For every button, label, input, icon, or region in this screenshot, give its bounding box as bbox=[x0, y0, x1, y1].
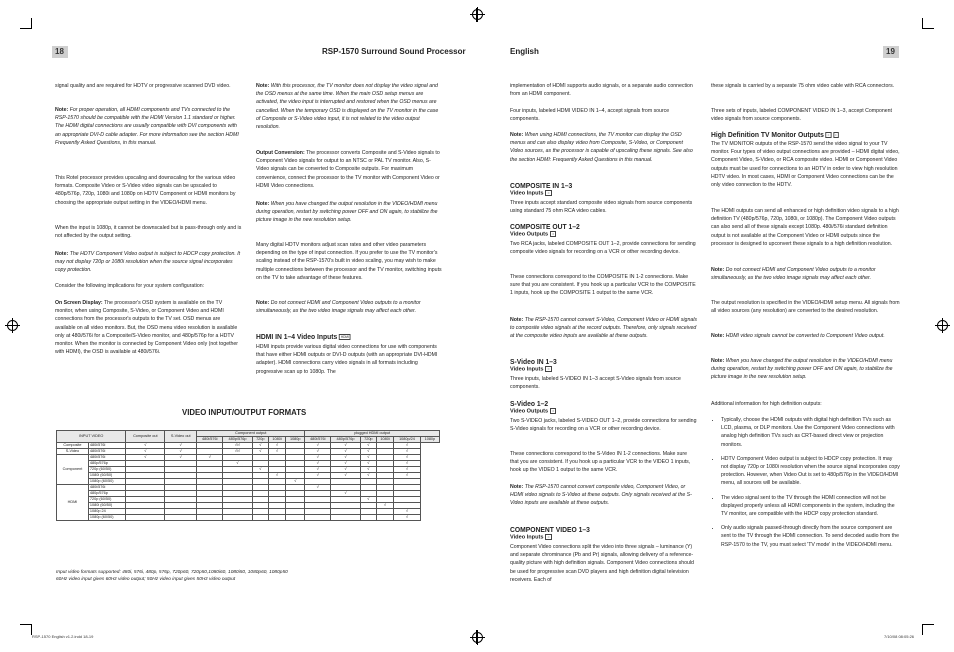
hdmi-inputs-heading: HDMI IN 1–4 Video Inputs HDMI bbox=[256, 332, 349, 341]
table-header-component: Component output bbox=[197, 431, 305, 437]
table-cell: √ bbox=[165, 455, 197, 461]
component-icon: ○ bbox=[547, 535, 550, 539]
hdmi-icon: HDMI bbox=[340, 334, 349, 339]
svideo-icon: ○ bbox=[547, 367, 550, 371]
col1-paragraph: When the input is 1080p, it cannot be downscaled but is pass-through only and is not affected by the output setting. bbox=[55, 225, 242, 240]
col3-paragraph: Component Video connections split the video into three signals – luminance (Y) and separate chrominance (Pb and Pr) signals, allowing delivery of a reference-quality picture with high definition signals. Component Video connections should be used for progressive scan DVD players and high definition digital television receivers. Each of bbox=[510, 544, 694, 583]
table-cell: √ bbox=[252, 449, 268, 455]
list-item: • The video signal sent to the TV through the HDMI connection will not be displayed properly unless all HDMI components in the system, including the TV monitor, are compatible with the HDCP copy protection standard. bbox=[721, 494, 901, 519]
col3-paragraph: Two RCA jacks, labeled COMPOSITE OUT 1–2, provide connections for sending composite video signals for recording on a VCR or other recording device. bbox=[510, 241, 696, 256]
col3-paragraph: implementation of HDMI supports audio signals, or a separate audio connection from an HDMI component. bbox=[510, 83, 693, 98]
table-cell bbox=[305, 515, 331, 521]
table-cell: √ bbox=[331, 443, 361, 449]
composite-icon: ○ bbox=[552, 232, 555, 236]
table-cell: √/√ bbox=[223, 443, 253, 449]
table-cell: √ bbox=[376, 503, 393, 509]
table-row-format: 480p/576p bbox=[88, 461, 126, 467]
table-cell: √ bbox=[360, 497, 376, 503]
crop-mark bbox=[922, 624, 934, 625]
table-cell: √ bbox=[331, 467, 361, 473]
table-cell: √ bbox=[331, 449, 361, 455]
composite-icon: ○ bbox=[547, 191, 550, 195]
col1-paragraph: signal quality and are required for HDTV or progressive scanned DVD video. bbox=[55, 83, 231, 89]
col1-paragraph: This Rotel processor provides upscaling and downscaling for the various video formats. Composite Video or S-Video video signals can be upscaled to 480p/576p, 720p, 1080i and 1080p on HDTV Component or HDMI monitors by choosing the appropriate output setting in the VIDEO/HDMI menu. bbox=[55, 175, 236, 206]
table-cell: √ bbox=[331, 461, 361, 467]
table-cell: √ bbox=[197, 455, 223, 461]
table-subheader: 1080i bbox=[268, 437, 285, 443]
col1-paragraph: Consider the following implications for your system configuration: bbox=[55, 283, 205, 289]
table-row-format: 480i/576i bbox=[88, 485, 126, 491]
table-cell: √ bbox=[165, 449, 197, 455]
table-cell bbox=[165, 515, 197, 521]
table-cell: √ bbox=[126, 449, 165, 455]
table-subheader: 720p bbox=[360, 437, 376, 443]
registration-mark-icon bbox=[472, 9, 483, 20]
table-row-format: 720p (60/50) bbox=[88, 497, 126, 503]
col3-note: Note: When using HDMI connections, the TV monitor can display the OSD menus and can also display video from Composite, S-Video, or Component Video sources, as the processor is capable of upscaling these signals. See also the section HDMI: Frequently Asked Questions in this manual. bbox=[510, 132, 693, 163]
video-format-table bbox=[56, 430, 440, 521]
col3-paragraph: Three inputs accept standard composite video signals from source components using standard 75 ohm RCA video cables. bbox=[510, 200, 693, 215]
table-cell: √ bbox=[252, 443, 268, 449]
component-in-heading: COMPONENT VIDEO 1–3 bbox=[510, 525, 590, 534]
col3-paragraph: Four inputs, labeled HDMI VIDEO IN 1–4, accept signals from source components. bbox=[510, 108, 670, 123]
table-cell: √ bbox=[305, 443, 331, 449]
table-subheader: 720p bbox=[252, 437, 268, 443]
table-row-format: 480i/576i bbox=[88, 455, 126, 461]
table-cell: √ bbox=[360, 449, 376, 455]
table-subheader: 480p/576p bbox=[331, 437, 361, 443]
composite-in-heading: COMPOSITE IN 1–3 bbox=[510, 181, 573, 190]
hd-monitor-outputs-heading: High Definition TV Monitor Outputs ○ ○ bbox=[711, 130, 837, 139]
table-cell: √ bbox=[360, 473, 376, 479]
table-row-format: 1080i (60/50) bbox=[88, 473, 126, 479]
table-row-format: 1080i (60/50) bbox=[88, 503, 126, 509]
col4-note: Note: HDMI video signals cannot be converted to Component Video output. bbox=[711, 333, 885, 339]
table-cell: √ bbox=[286, 479, 305, 485]
list-item: • Only audio signals passed-through directly from the source component are sent to the TV through the HDMI connection. To send decoded audio from the RSP-1570 to the TV, you must select 'TV mode' in the VIDEO/HDMI menu. bbox=[721, 524, 901, 549]
table-cell: √ bbox=[268, 473, 285, 479]
footer-left: RSP-1570 English v1.2.indd 18-19 bbox=[32, 634, 94, 639]
list-item: • HDTV Component Video output is subject to HDCP copy protection. It may not display 720p or 1080i resolution when the source signal incorporates copy protection. However, when Video Out is set to 480p/576p in the VIDEO/HDMI menu, all sources will be available. bbox=[721, 455, 901, 488]
table-cell bbox=[286, 515, 305, 521]
table-group-label: S-Video bbox=[57, 449, 89, 455]
table-subheader: 1080p bbox=[286, 437, 305, 443]
col1-note: Note: For proper operation, all HDMI components and TVs connected to the RSP-1570 should be compatible with the HDMI Version 1.1 standard or higher. The HDMI digital connections are usually compatible with DVI components with an appropriate DVI-D cable adapter. For more information see the section HDMI Frequently Asked Questions, in this manual. bbox=[55, 107, 239, 146]
component-in-subheading: Video Inputs ○ bbox=[510, 534, 550, 541]
table-cell: √ bbox=[394, 461, 421, 467]
col4-paragraph: The TV MONITOR outputs of the RSP-1570 send the video signal to your TV monitor. Four types of video output connections are provided – HDMI digital video, Component Video, S-Video, or RCA composite video. HDMI or Component Video outputs must be used for connections to an HDTV in order to view high resolution HDTV video. In most cases, HDMI or Component Video connections can be the only video connection to the HDTV. bbox=[711, 141, 900, 189]
table-row-format: 720p (60/50) bbox=[88, 467, 126, 473]
table-header-hdmi: plugged HDMI output bbox=[305, 431, 440, 437]
table-row-format: 1080p 24 bbox=[88, 509, 126, 515]
table-cell: √ bbox=[305, 485, 331, 491]
table-cell bbox=[197, 515, 223, 521]
col3-note: Note: The RSP-1570 cannot convert composite video, Component Video, or HDMI video signals to S-Video at these outputs. Only signals received at the S-Video inputs are available at these outputs. bbox=[510, 484, 692, 507]
col3-paragraph: These connections correspond to the COMPOSITE IN 1-2 connections. Make sure that you are consistent. If you hook up a particular VCR to the COMPOSITE 1 inputs, hook up the COMPOSITE 1 output to the same VCR. bbox=[510, 274, 696, 297]
col1-osd-paragraph: On Screen Display: The processor's OSD system is available on the TV monitor, when using Composite, S-Video, or Component Video and HDMI connections from the processor's outputs to the TV set. OSD menus are available on all video monitors. But, the OSD menu video resolution is available only at 480i/576i for a Composite/S-Video monitor, and 480p/576p for a HDTV monitor. When the monitor is connected by Component Video only (not together with HDMI), the OSD is available at 480i/576i. bbox=[55, 300, 239, 356]
col2-note: Note: When you have changed the output resolution in the VIDEO/HDMI menu during operation, restart by switching power OFF and ON again, to stabilize the picture image in the new resolution setup. bbox=[256, 201, 438, 224]
table-row-format: 1080p (60/50) bbox=[88, 515, 126, 521]
col3-note: Note: The RSP-1570 cannot convert S-Video, Component Video or HDMI signals to composite video signals at the record outputs. Therefore, only signals received at the composite video inputs are available at these outputs. bbox=[510, 317, 697, 340]
table-cell: √ bbox=[394, 467, 421, 473]
table-subheader: 1080p bbox=[420, 437, 439, 443]
right-page-number: 19 bbox=[886, 47, 895, 56]
crop-mark bbox=[922, 28, 934, 29]
col3-paragraph: Two S-VIDEO jacks, labeled S-VIDEO OUT 1–2, provide connections for sending S-Video signals for recording on a VCR or other recording device. bbox=[510, 418, 697, 433]
table-cell: √/√ bbox=[223, 449, 253, 455]
table-row-format: 480i/576i bbox=[88, 443, 126, 449]
col4-paragraph: Additional information for high definition outputs: bbox=[711, 401, 822, 407]
table-cell: √ bbox=[305, 455, 331, 461]
hd-outputs-list bbox=[711, 416, 901, 555]
table-cell: √ bbox=[126, 455, 165, 461]
table-group-label: Composite bbox=[57, 443, 89, 449]
table-subheader: 1080p/24 bbox=[394, 437, 421, 443]
table-cell: √ bbox=[360, 461, 376, 467]
col4-paragraph: The HDMI outputs can send all enhanced or high definition video signals to a high definition TV (480p/576p, 720p, 1080i, or 1080p). The Component Video outputs can also send all of these signals except 1080p. 480i/576i standard definition output is not available at the Component Video or HDMI outputs since the processor is designed to upconvert these signals to a high definition resolution. bbox=[711, 208, 899, 247]
table-subheader: 480p/576p bbox=[223, 437, 253, 443]
registration-mark-icon bbox=[7, 320, 18, 331]
table-cell: √ bbox=[268, 449, 285, 455]
table-cell: √ bbox=[223, 461, 253, 467]
table-subheader: 1080i bbox=[376, 437, 393, 443]
hdmi-icon: ○ bbox=[827, 132, 830, 137]
table-row bbox=[57, 515, 440, 521]
crop-mark bbox=[922, 18, 923, 28]
col3-paragraph: Three inputs, labeled S-VIDEO IN 1–3 accept S-Video signals from source components. bbox=[510, 376, 681, 391]
table-cell: √ bbox=[394, 473, 421, 479]
table-row-format: 1080p (60/50) bbox=[88, 479, 126, 485]
col4-note: Note: Do not connect HDMI and Component Video outputs to a monitor simultaneously, as the two video image signals may affect each other. bbox=[711, 267, 876, 282]
registration-mark-icon bbox=[472, 632, 483, 643]
svideo-out-heading: S-Video 1–2 bbox=[510, 399, 549, 408]
table-subheader: 480i/576i bbox=[197, 437, 223, 443]
col4-paragraph: Three sets of inputs, labeled COMPONENT VIDEO IN 1–3, accept Component video signals from source components. bbox=[711, 108, 892, 123]
table-cell bbox=[223, 515, 253, 521]
crop-mark bbox=[31, 18, 32, 28]
table-cell: √ bbox=[331, 491, 361, 497]
col3-paragraph: These connections correspond to the S-Video IN 1-2 connections. Make sure that you are consistent. If you hook up a particular VCR to the VIDEO 1 inputs, hook up the VIDEO 1 output to the same VCR. bbox=[510, 451, 691, 474]
left-page-number: 18 bbox=[55, 47, 64, 56]
table-cell: √ bbox=[394, 515, 421, 521]
table-footnote: 60Hz video input gives 60Hz video output; 50Hz video input gives 50Hz video output bbox=[56, 577, 236, 582]
table-group-label: HDMI bbox=[57, 485, 89, 521]
col4-note: Note: When you have changed the output resolution in the VIDEO/HDMI menu during operation, restart by switching power OFF and ON again, to stabilize the picture image in the new resolution setup. bbox=[711, 358, 893, 381]
col2-note: Note: Do not connect HDMI and Component Video outputs to a monitor simultaneously, as the two video image signals may affect each other. bbox=[256, 300, 421, 315]
table-cell: √ bbox=[305, 449, 331, 455]
col1-note: Note: The HDTV Component Video output is subject to HDCP copy protection. It may not display 720p or 1080i resolution when the source signal incorporates copy protection. bbox=[55, 251, 241, 274]
table-footnote: Input video formats supported: 480i, 576i, 480p, 576p, 720p60, 720p50,1080i60, 1080i50, 1080p60, 1080p50 bbox=[56, 570, 288, 575]
list-item: • Typically, choose the HDMI outputs with digital high definition TVs such as LCD, plasma, or DLP monitors. Use the Component Video connections with analog high definition TVs such as CRT-based direct view or projection monitors. bbox=[721, 416, 901, 449]
table-cell: √ bbox=[305, 467, 331, 473]
left-page-title: RSP-1570 Surround Sound Processor bbox=[322, 47, 466, 56]
component-icon: ○ bbox=[834, 132, 837, 137]
table-row-format: 480i/576i bbox=[88, 449, 126, 455]
table-header-svideo: S-Video out bbox=[165, 431, 197, 443]
col2-paragraph: Many digital HDTV monitors adjust scan rates and other video parameters depending on the type of input connection. If you prefer to use the TV monitor's scaling instead of the RSP-1570's built in video scaling, you may wish to make multiple connections between the processor and the TV monitor, switching inputs on the TV to take advantage of these features. bbox=[256, 242, 442, 281]
svideo-out-subheading: Video Outputs ○ bbox=[510, 408, 555, 415]
crop-mark bbox=[20, 28, 32, 29]
registration-mark-icon bbox=[937, 320, 948, 331]
table-cell: √ bbox=[126, 443, 165, 449]
table-cell: √ bbox=[165, 443, 197, 449]
table-cell: √ bbox=[305, 473, 331, 479]
table-title: VIDEO INPUT/OUTPUT FORMATS bbox=[182, 408, 307, 417]
table-cell bbox=[252, 515, 268, 521]
table-cell: √ bbox=[268, 443, 285, 449]
composite-out-heading: COMPOSITE OUT 1–2 bbox=[510, 222, 580, 231]
table-group-label: Component bbox=[57, 455, 89, 485]
col2-paragraph: HDMI inputs provide various digital video connections for use with components that have either HDMI outputs or DVI-D outputs (with an appropriate DVI-HDMI adapter). HDMI connections carry video signals in all formats including progressive scan up to 1080p. The bbox=[256, 344, 438, 375]
svideo-in-subheading: Video Inputs ○ bbox=[510, 366, 550, 373]
col4-paragraph: these signals is carried by a separate 75 ohm video cable with RCA connectors. bbox=[711, 83, 895, 89]
table-cell: √ bbox=[360, 455, 376, 461]
table-cell: √ bbox=[394, 449, 421, 455]
table-cell bbox=[360, 515, 376, 521]
table-cell: √ bbox=[394, 455, 421, 461]
table-cell: √ bbox=[331, 455, 361, 461]
table-cell: √ bbox=[252, 467, 268, 473]
table-cell bbox=[331, 515, 361, 521]
table-header-composite: Composite out bbox=[126, 431, 165, 443]
table-cell: √ bbox=[305, 461, 331, 467]
table-cell bbox=[268, 515, 285, 521]
svideo-in-heading: S-Video IN 1–3 bbox=[510, 357, 557, 366]
col4-paragraph: The output resolution is specified in the VIDEO/HDMI setup menu. All signals from all video sources (any resolution) are converted to the desired resolution. bbox=[711, 300, 900, 315]
table-row-format: 480p/576p bbox=[88, 491, 126, 497]
table-cell: √ bbox=[331, 473, 361, 479]
svideo-icon: ○ bbox=[552, 409, 555, 413]
table-cell bbox=[376, 515, 393, 521]
composite-out-subheading: Video Outputs ○ bbox=[510, 231, 555, 238]
footer-right: 7/10/08 08:05:26 bbox=[884, 634, 915, 639]
composite-in-subheading: Video Inputs ○ bbox=[510, 190, 550, 197]
table-cell: √ bbox=[394, 443, 421, 449]
col2-note: Note: With this processor, the TV monitor does not display the video signal and the OSD menus at the same time. When the main OSD setup menus are activated, the video input is interrupted and restored when the OSD menus are cancelled. When the temporary OSD is displayed on the TV monitor in the case of Composite or S-Video video input, it is not related to the video output resolution. bbox=[256, 83, 439, 131]
table-header-input: INPUT VIDEO bbox=[57, 431, 126, 443]
table-subheader: 480i/576i bbox=[305, 437, 331, 443]
table-cell: √ bbox=[394, 509, 421, 515]
table-cell: √ bbox=[360, 467, 376, 473]
right-page-title: English bbox=[510, 47, 539, 56]
crop-mark bbox=[922, 625, 923, 635]
table-cell bbox=[126, 515, 165, 521]
col2-conversion-paragraph: Output Conversion: The processor converts Composite and S-Video signals to Component Video signals for output to an NTSC or PAL TV monitor. Also, S-Video signals can be converted to Composite outputs. For maximum convenience, connect the processor to the TV monitor with Component Video or HDMI Video connections. bbox=[256, 150, 440, 189]
table-cell: √ bbox=[360, 443, 376, 449]
